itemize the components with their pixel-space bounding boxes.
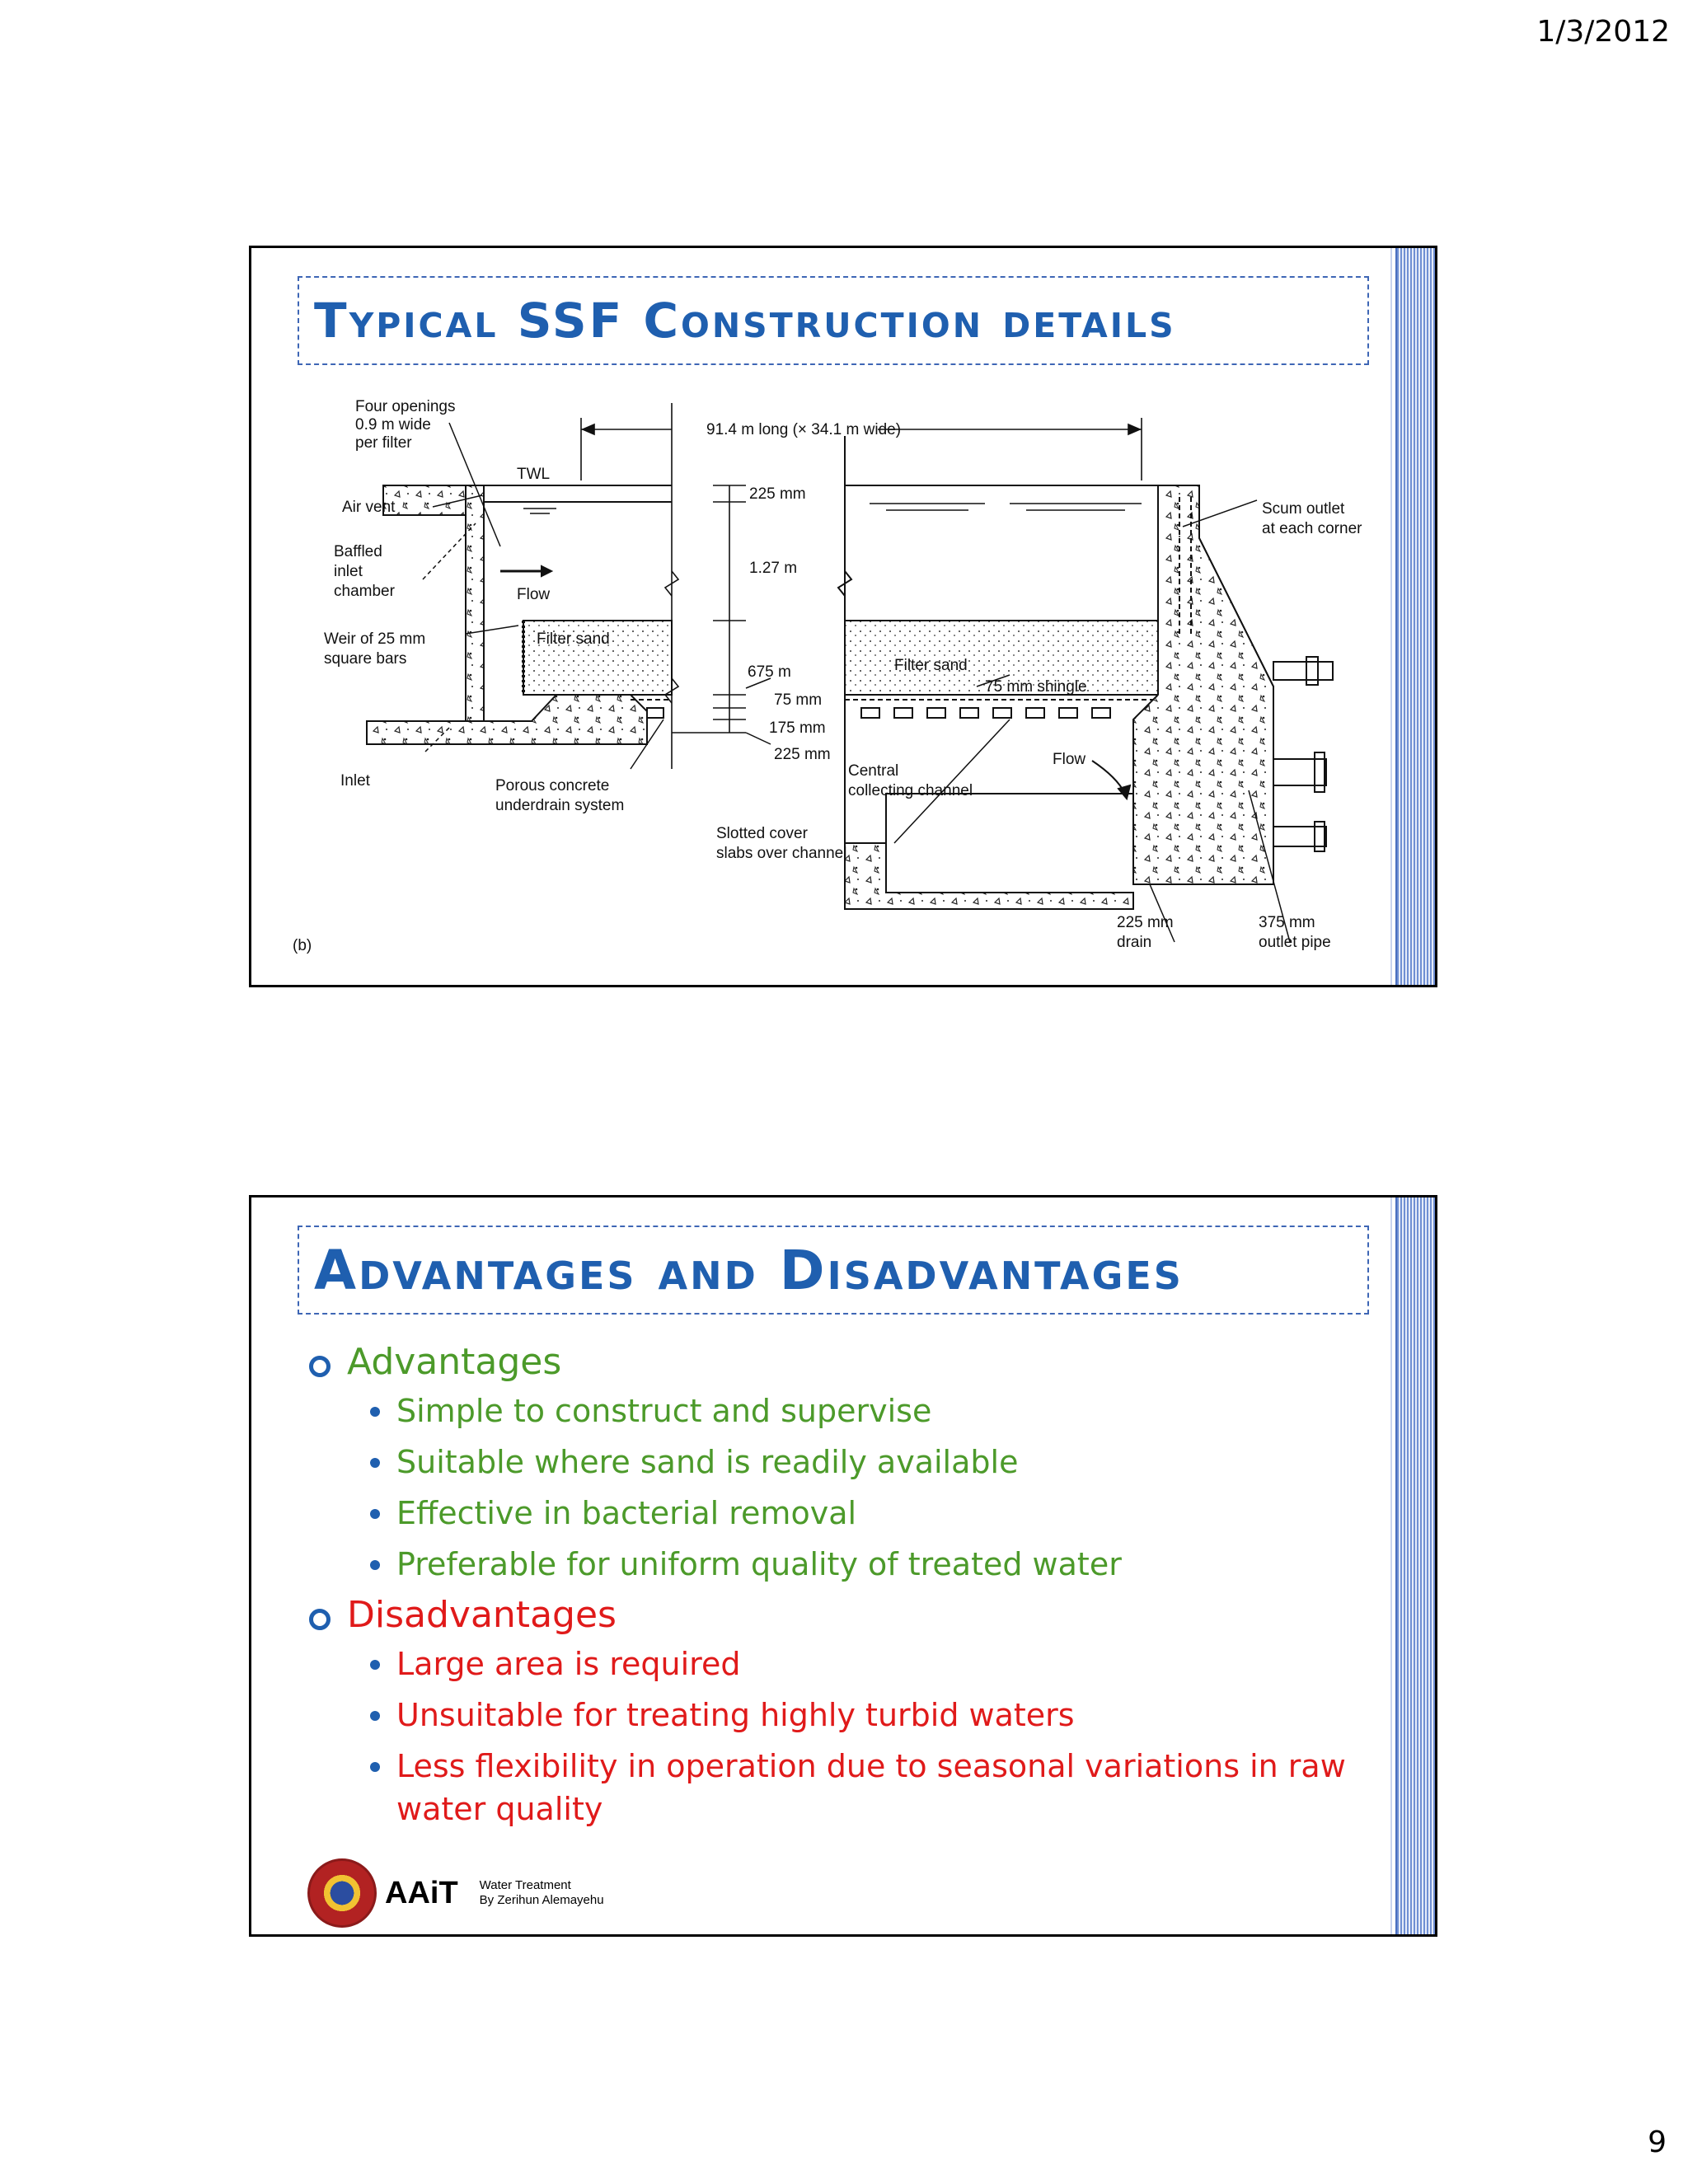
university-seal-icon bbox=[307, 1858, 377, 1928]
advantage-item bbox=[309, 1390, 1381, 1432]
footer-author: By Zerihun Alemayehu bbox=[479, 1893, 604, 1907]
footer-course: Water Treatment bbox=[479, 1878, 571, 1892]
label-75: 75 mm bbox=[774, 691, 823, 709]
label-675: 675 m bbox=[748, 663, 791, 681]
label-drain-1: 225 mm bbox=[1117, 914, 1174, 931]
advantage-text: Suitable where sand is readily available bbox=[396, 1444, 1019, 1480]
disadvantage-item bbox=[309, 1745, 1381, 1830]
advantage-item bbox=[309, 1441, 1381, 1483]
label-four-openings-3: per filter bbox=[355, 434, 412, 452]
label-figure-tag: (b) bbox=[293, 937, 312, 954]
label-slotted-2: slabs over channel bbox=[716, 845, 847, 862]
slide-title: Typical SSF Construction details bbox=[314, 293, 1176, 349]
bullet-dot-icon bbox=[370, 1458, 380, 1468]
bullet-dot-icon bbox=[370, 1407, 380, 1417]
advantage-text: Simple to construct and supervise bbox=[396, 1393, 932, 1429]
label-four-openings-2: 0.9 m wide bbox=[355, 416, 431, 434]
label-127: 1.27 m bbox=[749, 560, 798, 577]
label-four-openings-1: Four openings bbox=[355, 398, 456, 415]
advantage-text: Preferable for uniform quality of treated water bbox=[396, 1546, 1122, 1582]
bullet-list bbox=[309, 1338, 1381, 1839]
label-175: 175 mm bbox=[769, 719, 826, 737]
advantage-item bbox=[309, 1543, 1381, 1586]
label-outlet-pipe-1: 375 mm bbox=[1259, 914, 1315, 931]
disadvantage-item bbox=[309, 1643, 1381, 1685]
bullet-dot-icon bbox=[370, 1711, 380, 1721]
slide-title: Advantages and Disadvantages bbox=[314, 1238, 1184, 1302]
slide-title-box bbox=[298, 276, 1369, 365]
label-central-1: Central bbox=[848, 762, 899, 780]
disadvantages-heading bbox=[309, 1594, 1381, 1636]
slide-decorative-stripe bbox=[1395, 1197, 1435, 1934]
label-slotted-1: Slotted cover bbox=[716, 825, 808, 842]
slide-ssf-construction bbox=[249, 246, 1437, 987]
disadvantage-text: Large area is required bbox=[396, 1646, 741, 1682]
label-central-2: collecting channel bbox=[848, 782, 973, 799]
label-twl: TWL bbox=[517, 466, 551, 483]
label-shingle: 75 mm shingle bbox=[985, 678, 1087, 696]
bullet-dot-icon bbox=[370, 1560, 380, 1570]
label-baffled-1: Baffled bbox=[334, 543, 382, 560]
disadvantages-heading-text: Disadvantages bbox=[347, 1594, 617, 1636]
label-porous-2: underdrain system bbox=[495, 797, 625, 814]
label-weir-1: Weir of 25 mm bbox=[324, 630, 426, 648]
label-length: 91.4 m long (× 34.1 m wide) bbox=[706, 421, 902, 438]
footer-meta bbox=[480, 1878, 604, 1908]
bullet-dot-icon bbox=[370, 1509, 380, 1519]
disadvantage-item bbox=[309, 1694, 1381, 1736]
page-date: 1/3/2012 bbox=[1536, 15, 1670, 49]
footer-brand: AAiT bbox=[385, 1875, 458, 1910]
page-number: 9 bbox=[1648, 2125, 1667, 2159]
advantage-item bbox=[309, 1492, 1381, 1535]
ssf-construction-diagram bbox=[284, 382, 1405, 983]
slide-footer bbox=[307, 1858, 604, 1928]
label-porous-1: Porous concrete bbox=[495, 777, 610, 794]
hollow-circle-bullet-icon bbox=[309, 1356, 331, 1377]
label-scum-1: Scum outlet bbox=[1262, 500, 1345, 518]
label-225-bottom: 225 mm bbox=[774, 746, 831, 763]
label-weir-2: square bars bbox=[324, 650, 407, 668]
hollow-circle-bullet-icon bbox=[309, 1609, 331, 1630]
label-225-top: 225 mm bbox=[749, 485, 806, 503]
label-flow-left: Flow bbox=[517, 586, 551, 603]
slide-advantages-disadvantages bbox=[249, 1195, 1437, 1937]
advantages-heading bbox=[309, 1341, 1381, 1383]
label-baffled-3: chamber bbox=[334, 583, 395, 600]
label-outlet-pipe-2: outlet pipe bbox=[1259, 934, 1331, 951]
left-section bbox=[367, 485, 672, 744]
label-baffled-2: inlet bbox=[334, 563, 363, 580]
disadvantage-text: Less flexibility in operation due to seasonal variations in raw water quality bbox=[396, 1748, 1346, 1827]
label-drain-2: drain bbox=[1117, 934, 1152, 951]
label-filter-sand-left: Filter sand bbox=[537, 630, 610, 648]
label-filter-sand-right: Filter sand bbox=[894, 657, 968, 674]
advantages-heading-text: Advantages bbox=[347, 1341, 562, 1383]
bullet-dot-icon bbox=[370, 1660, 380, 1670]
label-air-vent: Air vent bbox=[342, 499, 396, 516]
bullet-dot-icon bbox=[370, 1762, 380, 1772]
slide-title-box bbox=[298, 1226, 1369, 1315]
disadvantage-text: Unsuitable for treating highly turbid waters bbox=[396, 1697, 1075, 1733]
advantage-text: Effective in bacterial removal bbox=[396, 1495, 857, 1531]
label-scum-2: at each corner bbox=[1262, 520, 1362, 537]
label-inlet: Inlet bbox=[340, 772, 370, 790]
label-flow-right: Flow bbox=[1053, 751, 1086, 768]
slide-stripe-line bbox=[1390, 1197, 1392, 1934]
